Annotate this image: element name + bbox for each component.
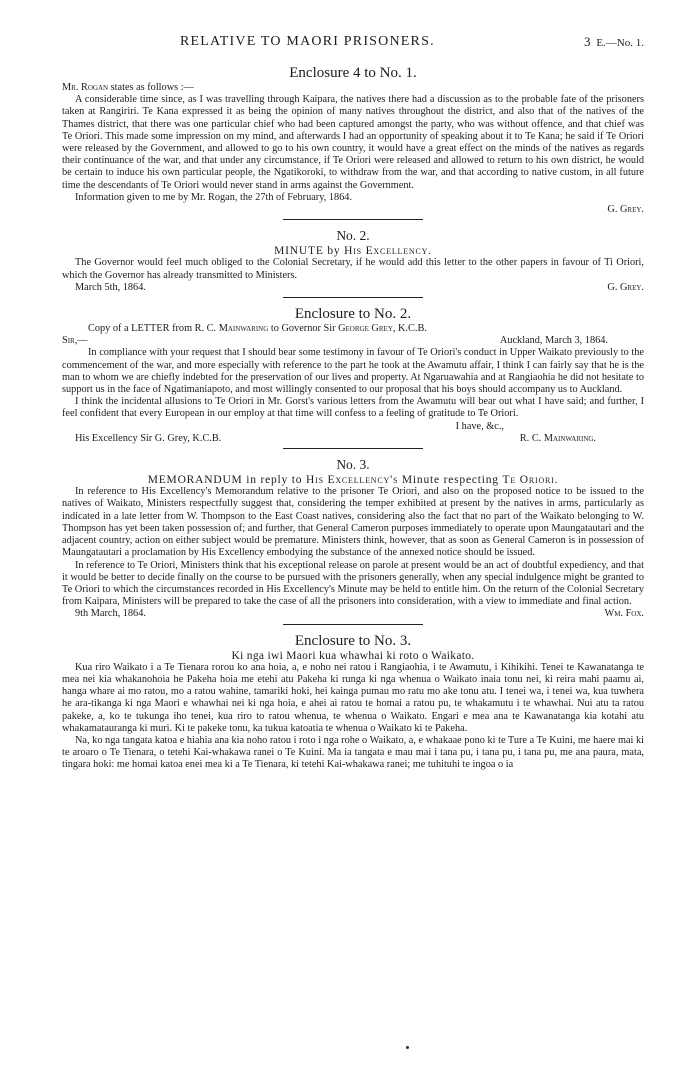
- info-line: Information given to me by Mr. Rogan, the 27th of February, 1864.: [75, 191, 353, 203]
- date: 9th March, 1864.: [75, 608, 146, 620]
- body-paragraph: In reference to His Excellency's Memorandum relative to the prisoner Te Oriori, and also on the proposed notice to be issued to the natives of Waikato, Ministers respectfully suggest that, considering the temper exhibited at present by the natives in arms, particularly as indicated in a late letter from W. Thompson to the East Coast natives, considering also the fact that no part of the Waikato belonging to W. Thompson has yet been taken possession of; and further, that General Cameron purposes immediately to operate upon Maungatautari and the adjacent country, action on either subject would be premature. Ministers think, however, that as soon as General Cameron is in possession of Maungatautari a proclamation by His Excellency embodying the substance of the annexed notice should be issued.: [62, 486, 644, 559]
- caption-text: Copy of a LETTER from R. C.: [88, 323, 217, 335]
- body-paragraph: In compliance with your request that I should bear some testimony in favour of Te Oriori's conduct in Upper Waikato previously to the commencement of the war, and more especially with reference to the part he took at the Awamutu affair, I think I can fairly say that he is the man to whom we are chiefly indebted for the preservation of our lives and property. At Ngaruawahia and at Rangiaohia he did not hesitate to support us in the face of Ngatimaniapoto, and most willingly consented to our proposal that his boys should accompany us to Auckland.: [62, 347, 644, 396]
- enclosure-4-section: [62, 64, 644, 220]
- paper-reference: E.—No. 1.: [596, 37, 644, 49]
- caption-text: , K.C.B.: [392, 323, 427, 335]
- enclosure-no-2-section: [62, 305, 644, 449]
- printer-mark: [406, 1046, 409, 1049]
- subheading-text: Minute respecting: [401, 474, 499, 487]
- section-divider: [283, 624, 423, 625]
- section-subheading: [62, 245, 644, 257]
- date-signature-row: [62, 608, 644, 620]
- caption-text: Mainwaring: [218, 323, 269, 335]
- section-subheading: [62, 474, 644, 486]
- enclosure-no-3-section: [62, 632, 644, 772]
- place-date: Auckland, March 3, 1864.: [499, 335, 608, 347]
- caption-text: George Grey: [338, 323, 393, 335]
- addressee-row: [62, 433, 644, 445]
- subheading-text: MEMORANDUM in reply to: [147, 474, 303, 487]
- date-signature-row: [62, 282, 644, 294]
- signature: G. Grey.: [607, 204, 644, 216]
- subheading-text: His Excellency.: [344, 245, 432, 258]
- salutation: Sir,—: [62, 335, 88, 347]
- section-title: Enclosure to No. 2.: [294, 306, 412, 323]
- running-title: RELATIVE TO MAORI PRISONERS.: [180, 34, 435, 49]
- body-paragraph: Kua riro Waikato i a Te Tienara rorou ko ana hoia, a, e noho nei ratou i Rangiaohia, i te Awamutu, i Kihikihi. Tenei te Kawanatanga te mea nei kia whakanohoia he Pakeha hoia me etehi atu Pakeha ki runga ki nga whenua o Waikato inaia tonu nei, ki reira mahi paamu ai, hanga whare ai mo ratou, mo a ratou wahine, tamariki hoki, hei kainga pumau mo ratu mo ake tonu atu. I tenei wa, i tenei wa, kua tuwhera he ara-tikanga ki nga Maori e whawhai nei ki nga hoia, e ahei ai ratou te homai a ratou pu, te whakamutu i te whawhai. Nui atu ta ratou pakeke, a, ko te tukunga iho tenei, kua riro to ratou whenua, te whenua o Waikato. Engari e mea ana te Kawanatanga kia kotahi atu whakamataurangа ki muri. Ki te pakeke tonu, ka tukua katoatia te whenua o Waikato ki te Pakeha.: [62, 661, 644, 734]
- subheading-text: His Excellency's: [306, 474, 399, 487]
- speaker-line: [62, 82, 644, 94]
- body-paragraph: Na, ko nga tangata katoa e hiahia ana kia noho ratou i roto i nga rohe o Waikato, a, e whakaae pono ki te Ture a Te Kuini, me haere mai ki te aroaro o Te Tienara, o tetehi Kai-whakawa ranei o Te Kuini. Ma ia tangata e mau mai i tana pu, i tana pu, i tana pu, me ana paura, mata, tingara hoki: me homai katoa enei mea ki a Te Tienara, ki tetehi Kai-whakawa ranei; me tuhituhi te ingoa o ia: [62, 734, 644, 771]
- speaker-name: Mr. Rogan: [62, 82, 109, 93]
- signature: Wm. Fox.: [604, 608, 644, 620]
- addressee: His Excellency Sir G. Grey, K.C.B.: [75, 432, 222, 444]
- section-divider: [283, 219, 423, 220]
- section-subheading: Ki nga iwi Maori kua whawhai ki roto o Waikato.: [231, 649, 475, 662]
- signature: G. Grey.: [607, 281, 644, 293]
- body-paragraph: In reference to Te Oriori, Ministers think that his exceptional release on parole at present would be an act of doubtful expediency, and that it would be better to decide finally on the course to be pursued with the prisoners generally, when any special indulgence might be granted to Te Oriori to which the circumstances recorded in His Excellency's Minute may be held to entitle him. On the return of the Colonial Secretary from Kaipara, Ministers will be prepared to take the case of all the prisoners into consideration, with a view to immediate and final action.: [62, 559, 644, 608]
- no-3-section: [62, 456, 644, 624]
- salutation-row: [62, 335, 644, 347]
- section-divider: [283, 297, 423, 298]
- body-paragraph: I think the incidental allusions to Te Oriori in Mr. Gorst's various letters from the Awamutu will bear out what I have said; and further, I feel confident that every European in our employ at that time will confess to a feeling of gratitude to Te Oriori.: [62, 396, 644, 420]
- section-title: No. 3.: [336, 457, 370, 473]
- body-paragraph: A considerable time since, as I was travelling through Kaipara, the natives there had a discussion as to the probable fate of the prisoners taken at Rangiriri. Te Kana expressed it as being the opinion of many natives throughout the district, and also that of the natives of the Thames district, that there was one particular chief who had been captured amongst the party, who was without offence, and that chief was Te Oriori. This made some impression on my mind, and afterwards I had an opportunity of speaking about it to Te Kana; he said if Te Oriori were released by the Government, and allowed to go to his own country, it would have a great effect on the minds of the natives as regards their continuance of the war, and that under any circumstance, if Te Oriori were released and allowed to return to his own district, he would be certain to induce his own particular people, the Ngatikoroki, to withdraw from the war, and that according to native custom, in all future time the descendants of Te Oriori would never stand in arms against the Government.: [62, 94, 644, 191]
- closing: I have, &c.,: [455, 420, 504, 432]
- section-divider: [283, 448, 423, 449]
- subheading-text: Te Oriori.: [502, 474, 559, 487]
- no-2-section: [62, 227, 644, 298]
- caption-text: to Governor Sir: [270, 323, 336, 335]
- section-title: Enclosure to No. 3.: [294, 632, 412, 649]
- letter-caption: [62, 323, 644, 335]
- date: March 5th, 1864.: [75, 281, 146, 293]
- signature: R. C. Mainwaring.: [519, 432, 596, 444]
- page-number: 3: [584, 34, 591, 49]
- subheading-text: MINUTE by: [274, 245, 341, 258]
- section-title: Enclosure 4 to No. 1.: [289, 65, 417, 81]
- running-header: [62, 36, 644, 54]
- body-paragraph: The Governor would feel much obliged to the Colonial Secretary, if he would add this letter to the other papers in favour of Ti Oriori, which the Governor has already transmitted to Ministers.: [62, 257, 644, 281]
- speaker-intro: states as follows :—: [110, 82, 194, 93]
- section-title: No. 2.: [336, 228, 370, 244]
